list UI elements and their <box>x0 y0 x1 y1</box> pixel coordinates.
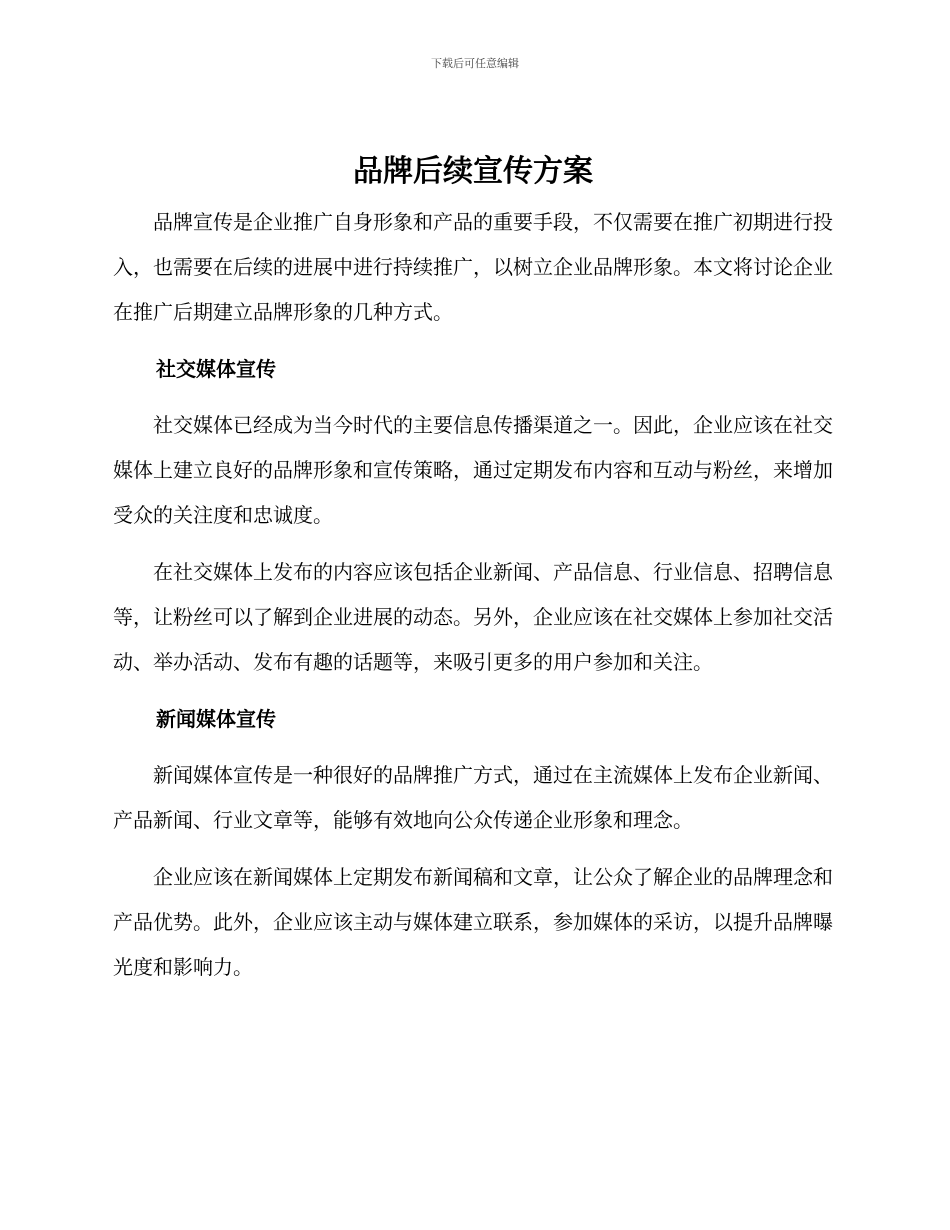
section-heading-news-media: 新闻媒体宣传 <box>156 707 276 731</box>
document-title: 品牌后续宣传方案 <box>353 154 593 189</box>
header-note: 下载后可任意编辑 <box>431 57 519 70</box>
social-media-paragraph-1: 社交媒体已经成为当今时代的主要信息传播渠道之一。因此，企业应该在社交媒体上建立良好的品牌形象和宣传策略，通过定期发布内容和互动与粉丝，来增加受众的关注度和忠诚度。 <box>113 413 833 527</box>
section-heading-social-media: 社交媒体宣传 <box>156 357 276 381</box>
news-media-paragraph-1: 新闻媒体宣传是一种很好的品牌推广方式，通过在主流媒体上发布企业新闻、产品新闻、行业文章等，能够有效地向公众传递企业形象和理念。 <box>113 763 833 832</box>
news-media-paragraph-2: 企业应该在新闻媒体上定期发布新闻稿和文章，让公众了解企业的品牌理念和产品优势。此外，企业应该主动与媒体建立联系，参加媒体的采访，以提升品牌曝光度和影响力。 <box>113 865 833 979</box>
document-body <box>113 148 833 1002</box>
intro-paragraph: 品牌宣传是企业推广自身形象和产品的重要手段，不仅需要在推广初期进行投入，也需要在后续的进展中进行持续推广，以树立企业品牌形象。本文将讨论企业在推广后期建立品牌形象的几种方式。 <box>113 210 833 324</box>
social-media-paragraph-2: 在社交媒体上发布的内容应该包括企业新闻、产品信息、行业信息、招聘信息等，让粉丝可以了解到企业进展的动态。另外，企业应该在社交媒体上参加社交活动、举办活动、发布有趣的话题等，来吸引更多的用户参加和关注。 <box>113 560 833 674</box>
